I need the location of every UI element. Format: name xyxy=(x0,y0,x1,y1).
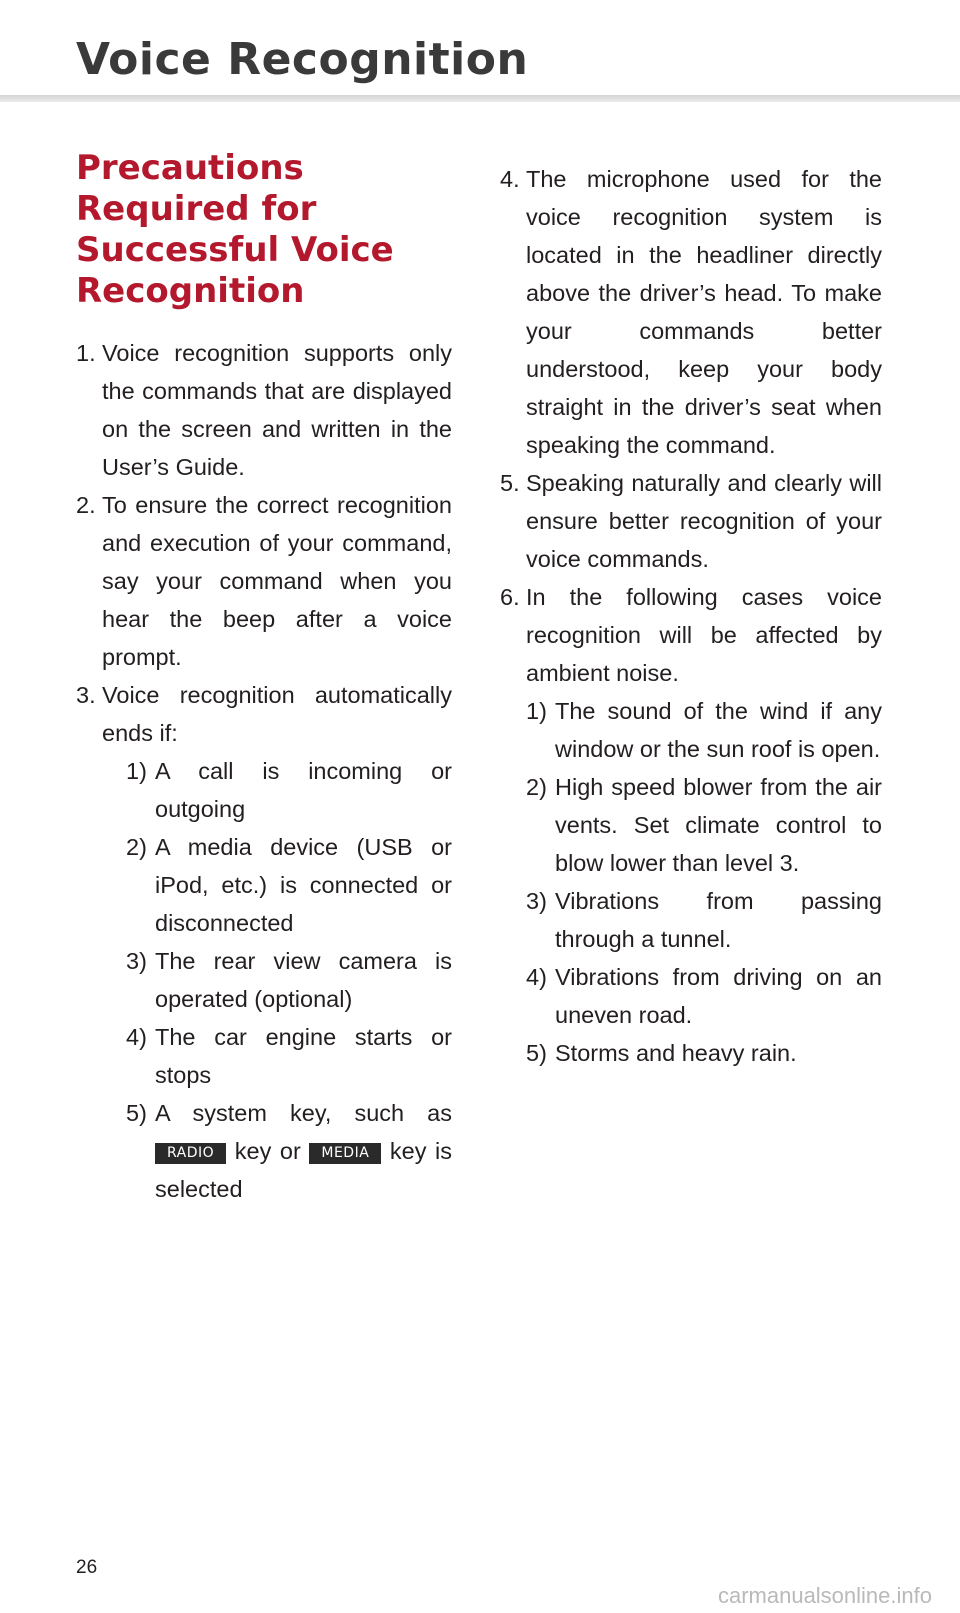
sub-number: 2) xyxy=(526,774,547,800)
sub-number: 3) xyxy=(126,948,147,974)
list-number: 6. xyxy=(500,584,520,610)
sub-item-text: High speed blower from the air vents. Set climate control to blow lower than level 3. xyxy=(555,774,882,876)
list-number: 4. xyxy=(500,166,520,192)
sub-item-text: The rear view camera is operated (optional) xyxy=(155,948,452,1012)
list-item-text: The microphone used for the voice recognition system is located in the headliner directly above the driver’s head. To make your commands better understood, keep your body straight in the driver’s seat when speaking the command. xyxy=(526,166,882,458)
list-item-text: Voice recognition supports only the commands that are displayed on the screen and written in the User’s Guide. xyxy=(102,340,452,480)
sub-item-text: A call is incoming or outgoing xyxy=(155,758,452,822)
sub-item-2 xyxy=(526,768,882,882)
list-item-1 xyxy=(76,334,452,486)
sub-item-text: The car engine starts or stops xyxy=(155,1024,452,1088)
sub-number: 5) xyxy=(126,1100,147,1126)
list-item-text: In the following cases voice recognition will be affected by ambient noise. xyxy=(526,584,882,686)
page-header-title: Voice Recognition xyxy=(76,34,529,85)
sub-number: 4) xyxy=(526,964,547,990)
sub-item-4 xyxy=(126,1018,452,1094)
list-item-text: To ensure the correct recognition and execution of your command, say your command when you hear the beep after a voice prompt. xyxy=(102,492,452,670)
sub-item-text: Vibrations from driving on an uneven road. xyxy=(555,964,882,1028)
sub-item-1 xyxy=(126,752,452,828)
sub-list xyxy=(102,752,452,1208)
sub-item-text: key or xyxy=(234,1138,301,1164)
list-number: 5. xyxy=(500,470,520,496)
sub-number: 3) xyxy=(526,888,547,914)
sub-number: 4) xyxy=(126,1024,147,1050)
header-divider xyxy=(0,95,960,102)
list-number: 2. xyxy=(76,492,96,518)
media-key-badge: MEDIA xyxy=(309,1143,381,1164)
sub-item-text: Storms and heavy rain. xyxy=(555,1040,797,1066)
sub-item-text: Vibrations from passing through a tunnel. xyxy=(555,888,882,952)
section-title: Precautions Required for Successful Voice Recognition xyxy=(76,148,394,311)
list-item-text: Speaking naturally and clearly will ensure better recognition of your voice commands. xyxy=(526,470,882,572)
list-item-5 xyxy=(500,464,882,578)
right-column xyxy=(500,160,882,1072)
sub-number: 2) xyxy=(126,834,147,860)
page-number: 26 xyxy=(76,1557,98,1578)
sub-item-3 xyxy=(126,942,452,1018)
sub-item-4 xyxy=(526,958,882,1034)
sub-number: 1) xyxy=(126,758,147,784)
list-item-2 xyxy=(76,486,452,676)
sub-item-5 xyxy=(526,1034,882,1072)
sub-item-2 xyxy=(126,828,452,942)
sub-item-1 xyxy=(526,692,882,768)
list-item-4 xyxy=(500,160,882,464)
list-item-3 xyxy=(76,676,452,1208)
watermark-text: carmanualsonline.info xyxy=(717,1583,932,1608)
radio-key-badge: RADIO xyxy=(155,1143,226,1164)
sub-item-3 xyxy=(526,882,882,958)
sub-item-5 xyxy=(126,1094,452,1208)
left-column xyxy=(76,148,452,1208)
list-number: 3. xyxy=(76,682,96,708)
sub-list xyxy=(526,692,882,1072)
list-number: 1. xyxy=(76,340,96,366)
sub-item-text: key is selected xyxy=(155,1138,452,1202)
list-item-text: Voice recognition automatically ends if: xyxy=(102,682,452,746)
sub-number: 1) xyxy=(526,698,547,724)
sub-item-text: The sound of the wind if any window or the sun roof is open. xyxy=(555,698,882,762)
sub-number: 5) xyxy=(526,1040,547,1066)
sub-item-text: A media device (USB or iPod, etc.) is connected or disconnected xyxy=(155,834,452,936)
list-item-6 xyxy=(500,578,882,1072)
sub-item-text: A system key, such as xyxy=(155,1100,452,1126)
